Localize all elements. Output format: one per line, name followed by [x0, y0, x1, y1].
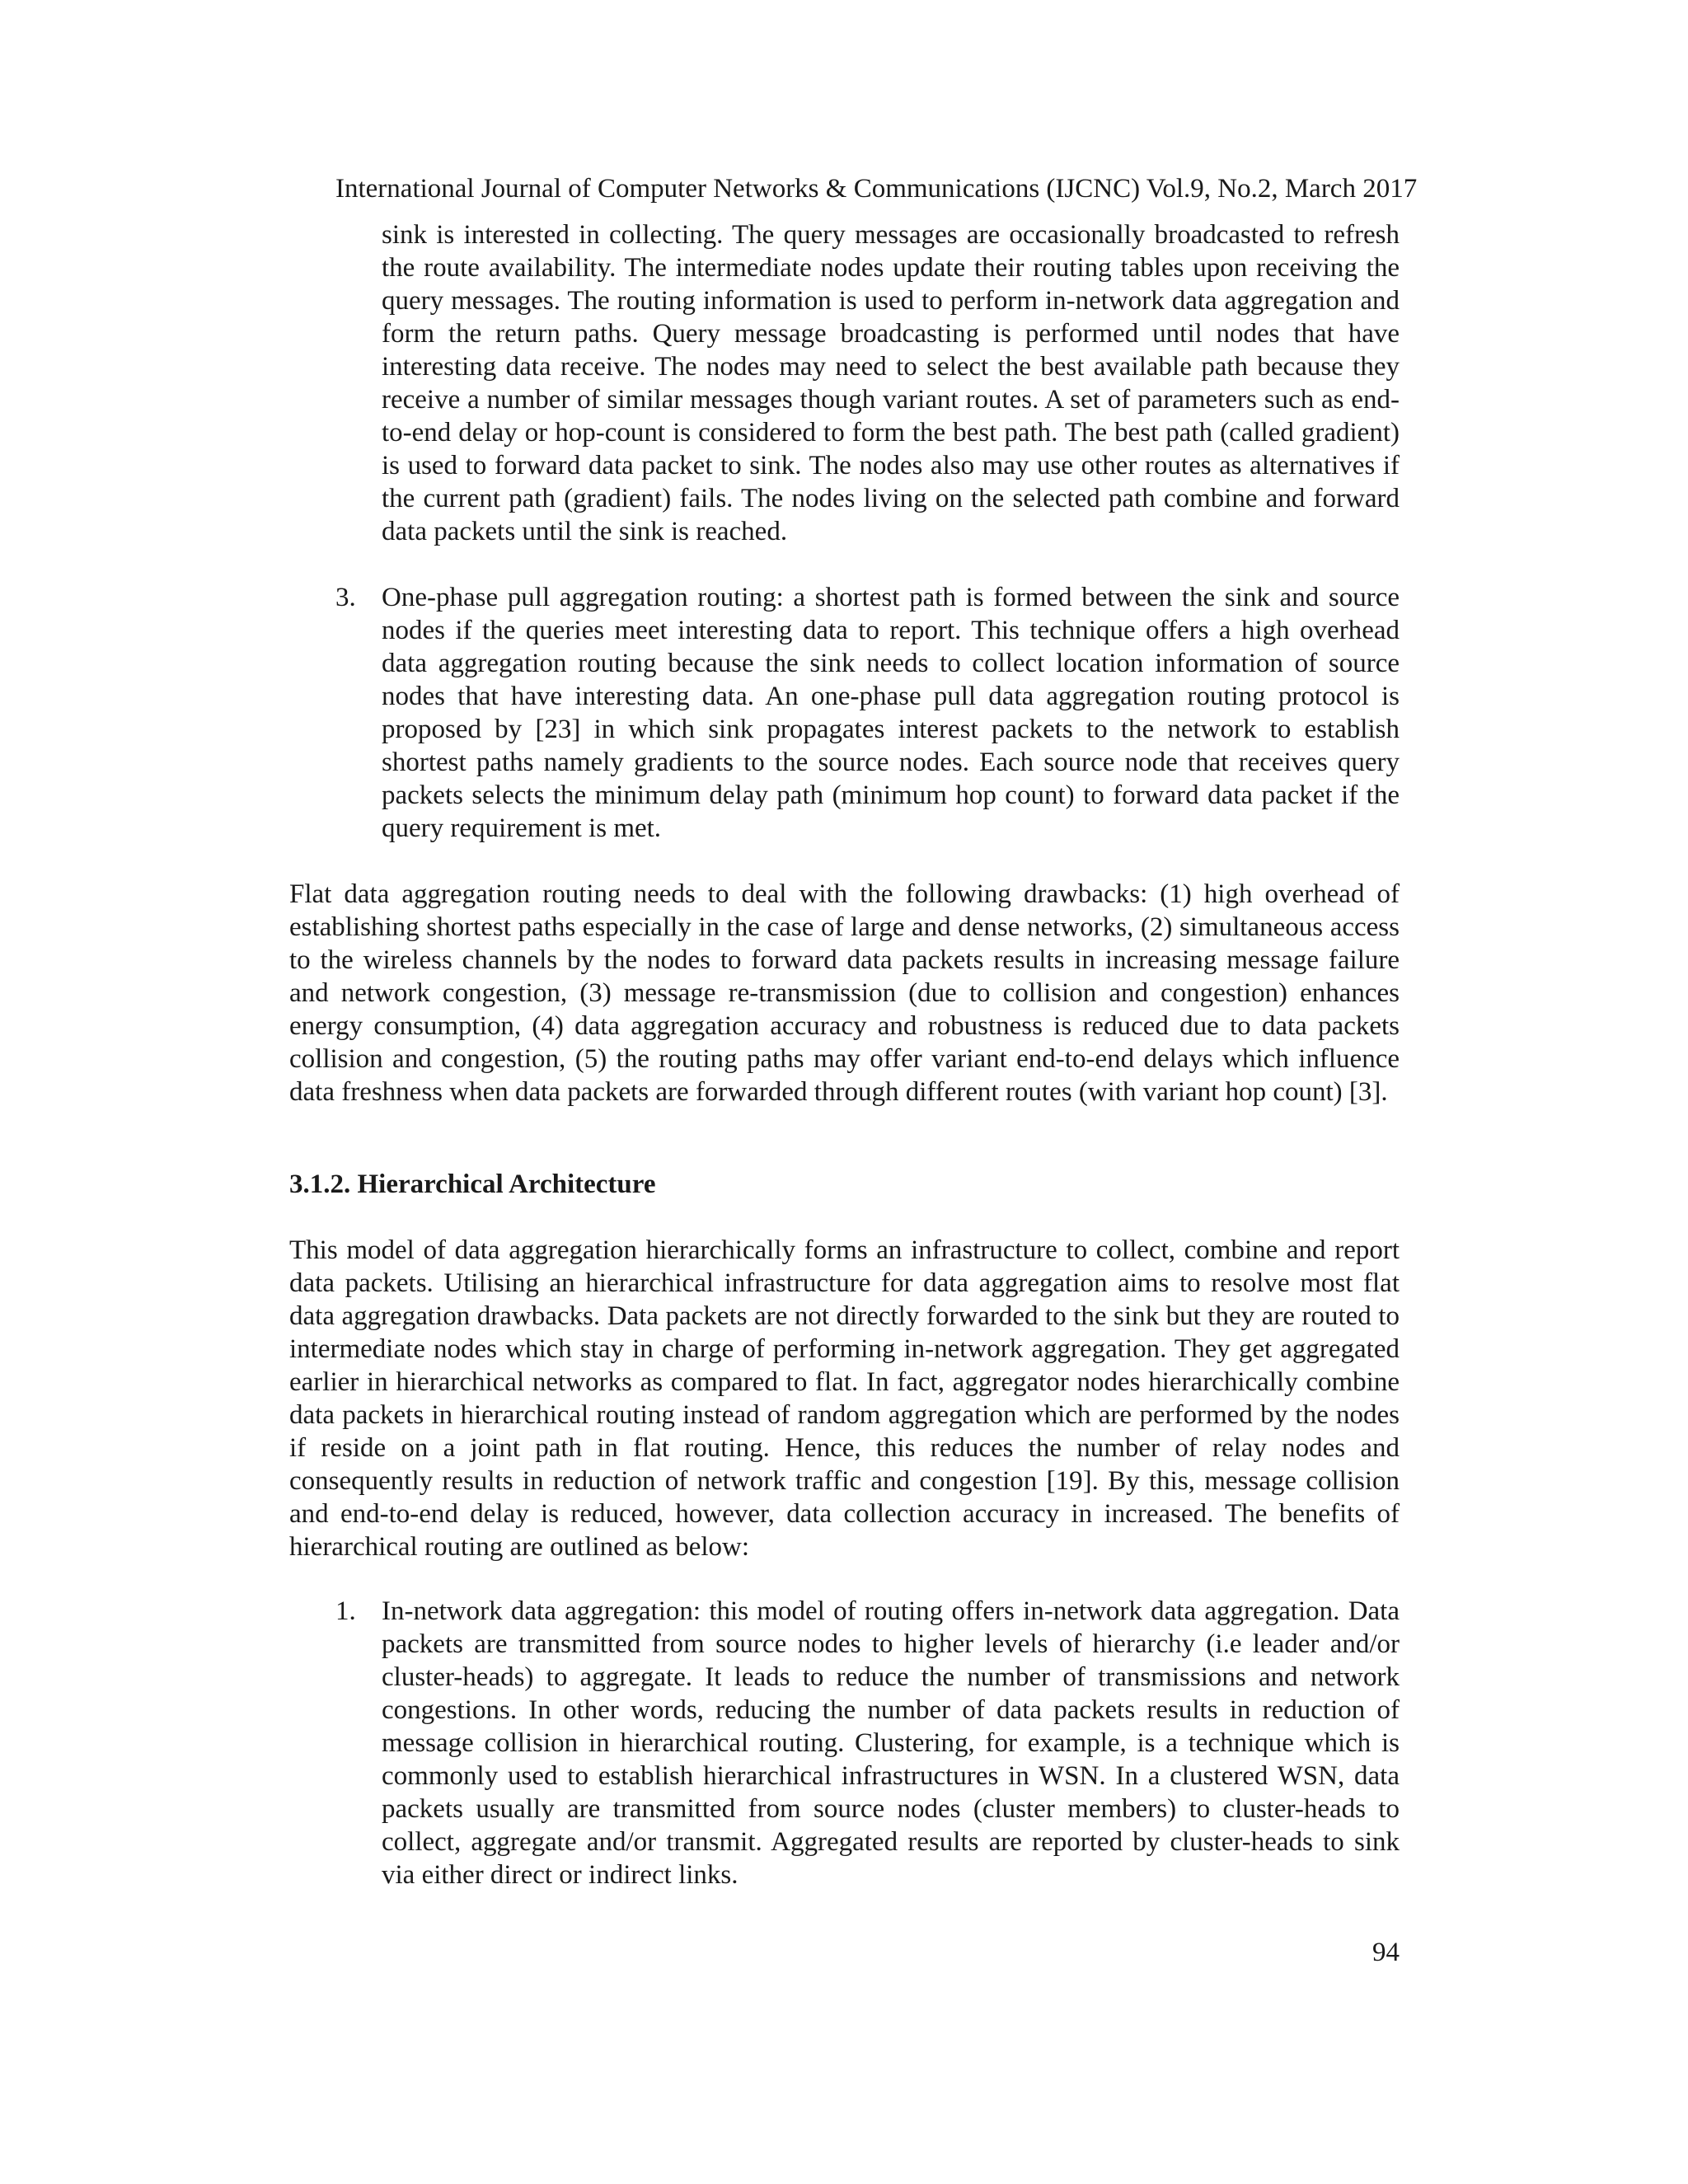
list-item-text: One-phase pull aggregation routing: a shortest path is formed between the sink and source nodes if the queries meet interesting data to report. This technique offers a high overhead data aggregation routing because the sink needs to collect location information of source nodes that have interesting data. An one-phase pull data aggregation routing protocol is proposed by [23] in which sink propagates interest packets to the network to establish shortest paths namely gradients to the source nodes. Each source node that receives query packets selects the minimum delay path (minimum hop count) to forward data packet if the query requirement is met.	[382, 583, 1400, 843]
continued-list-paragraph: sink is interested in collecting. The query messages are occasionally broadcasted to refresh the route availability. The intermediate nodes update their routing tables upon receiving the query messages. The routing information is used to perform in-network data aggregation and form the return paths. Query message broadcasting is performed until nodes that have interesting data receive. The nodes may need to select the best available path because they receive a number of similar messages though variant routes. A set of parameters such as end-to-end delay or hop-count is considered to form the best path. The best path (called gradient) is used to forward data packet to sink. The nodes also may use other routes as alternatives if the current path (gradient) fails. The nodes living on the selected path combine and forward data packets until the sink is reached.	[382, 220, 1400, 546]
list-item-text: In-network data aggregation: this model of routing offers in-network data aggregation. Data packets are transmitted from source nodes to higher levels of hierarchy (i.e leader and/or cluster-heads) to aggregate. It leads to reduce the number of transmissions and network congestions. In other words, reducing the number of data packets results in reduction of message collision in hierarchical routing. Clustering, for example, is a technique which is commonly used to establish hierarchical infrastructures in WSN. In a clustered WSN, data packets usually are transmitted from source nodes (cluster members) to cluster-heads to collect, aggregate and/or transmit. Aggregated results are reported by cluster-heads to sink via either direct or indirect links.	[382, 1596, 1400, 1890]
running-header: International Journal of Computer Networks & Communications (IJCNC) Vol.9, No.2, March 2017	[335, 174, 1418, 204]
list-item-number: 3.	[335, 583, 356, 612]
section-heading: 3.1.2. Hierarchical Architecture	[289, 1169, 656, 1199]
hierarchical-paragraph: This model of data aggregation hierarchically forms an infrastructure to collect, combine and report data packets. Utilising an hierarchical infrastructure for data aggregation aims to resolve most flat data aggregation drawbacks. Data packets are not directly forwarded to the sink but they are routed to intermediate nodes which stay in charge of performing in-network aggregation. They get aggregated earlier in hierarchical networks as compared to flat. In fact, aggregator nodes hierarchically combine data packets in hierarchical routing instead of random aggregation which are performed by the nodes if reside on a joint path in flat routing. Hence, this reduces the number of relay nodes and consequently results in reduction of network traffic and congestion [19]. By this, message collision and end-to-end delay is reduced, however, data collection accuracy in increased. The benefits of hierarchical routing are outlined as below:	[289, 1235, 1400, 1562]
flat-drawbacks-paragraph: Flat data aggregation routing needs to deal with the following drawbacks: (1) high overhead of establishing shortest paths especially in the case of large and dense networks, (2) simultaneous access to the wireless channels by the nodes to forward data packets results in increasing message failure and network congestion, (3) message re-transmission (due to collision and congestion) enhances energy consumption, (4) data aggregation accuracy and robustness is reduced due to data packets collision and congestion, (5) the routing paths may offer variant end-to-end delays which influence data freshness when data packets are forwarded through different routes (with variant hop count) [3].	[289, 879, 1400, 1107]
page-number: 94	[1372, 1938, 1400, 1967]
list-item-number: 1.	[335, 1596, 356, 1626]
